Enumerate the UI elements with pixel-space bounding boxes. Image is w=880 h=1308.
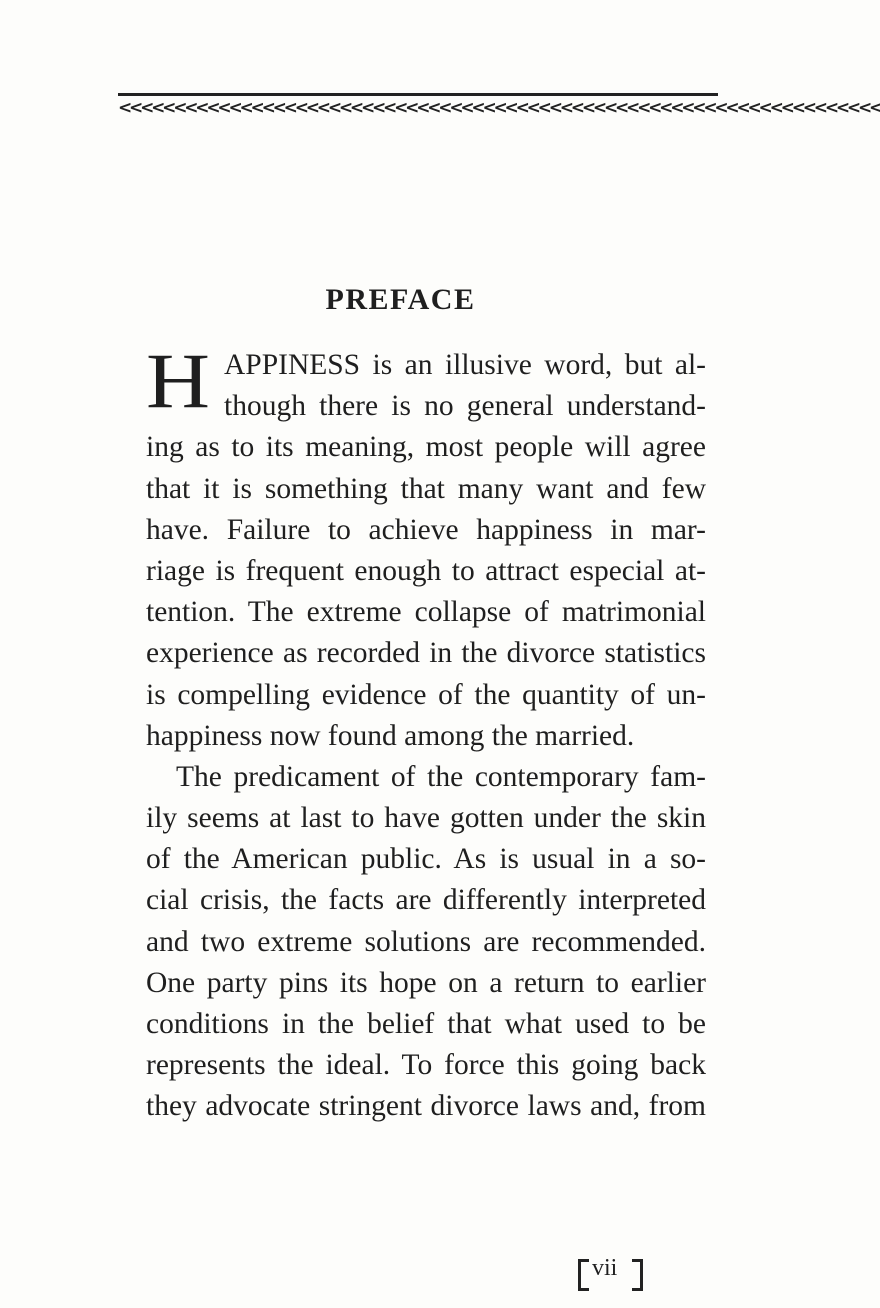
text-line: ing as to its meaning, most people will agree	[146, 431, 706, 464]
left-bracket-icon	[578, 1259, 589, 1291]
text-line: The predicament of the contemporary fam-	[176, 760, 706, 793]
right-bracket-icon	[632, 1259, 643, 1291]
header-rule	[118, 93, 718, 96]
text-line: they advocate stringent divorce laws and, from	[146, 1090, 706, 1123]
text-line: experience as recorded in the divorce statistics	[146, 637, 706, 670]
text-line: though there is no general understand-	[224, 390, 706, 423]
chevron-border-icon: <<<<<<<<<<<<<<<<<<<<<<<<<<<<<<<<<<<<<<<<<<<<<<<<<<<<<<<<<<<<<<<<<<<<<	[118, 98, 880, 118]
text-line: of the American public. As is usual in a so-	[146, 843, 706, 876]
preface-body	[146, 345, 706, 1128]
page-number	[578, 1255, 658, 1295]
text-line: cial crisis, the facts are differently interpreted	[146, 884, 706, 917]
text-line: conditions in the belief that what used to be	[146, 1008, 706, 1040]
page-number-label: vii	[592, 1255, 618, 1281]
text-line: and two extreme solutions are recommended.	[146, 925, 706, 958]
text-line: happiness now found among the married.	[146, 719, 635, 752]
text-line: have. Failure to achieve happiness in mar-	[146, 513, 706, 546]
drop-cap-letter: H	[146, 337, 210, 424]
text-line: that it is something that many want and few	[146, 472, 706, 505]
text-line: One party pins its hope on a return to earlier	[146, 966, 706, 999]
text-line: riage is frequent enough to attract especial at-	[146, 554, 706, 587]
text-line: represents the ideal. To force this going back	[146, 1049, 706, 1082]
text-line: is compelling evidence of the quantity of un-	[146, 678, 706, 711]
text-line: APPINESS is an illusive word, but al-	[224, 349, 706, 381]
text-line: ily seems at last to have gotten under the skin	[146, 802, 706, 835]
text-line: tention. The extreme collapse of matrimonial	[146, 596, 706, 629]
page-title: PREFACE	[325, 283, 476, 316]
header-ornament	[118, 93, 880, 123]
